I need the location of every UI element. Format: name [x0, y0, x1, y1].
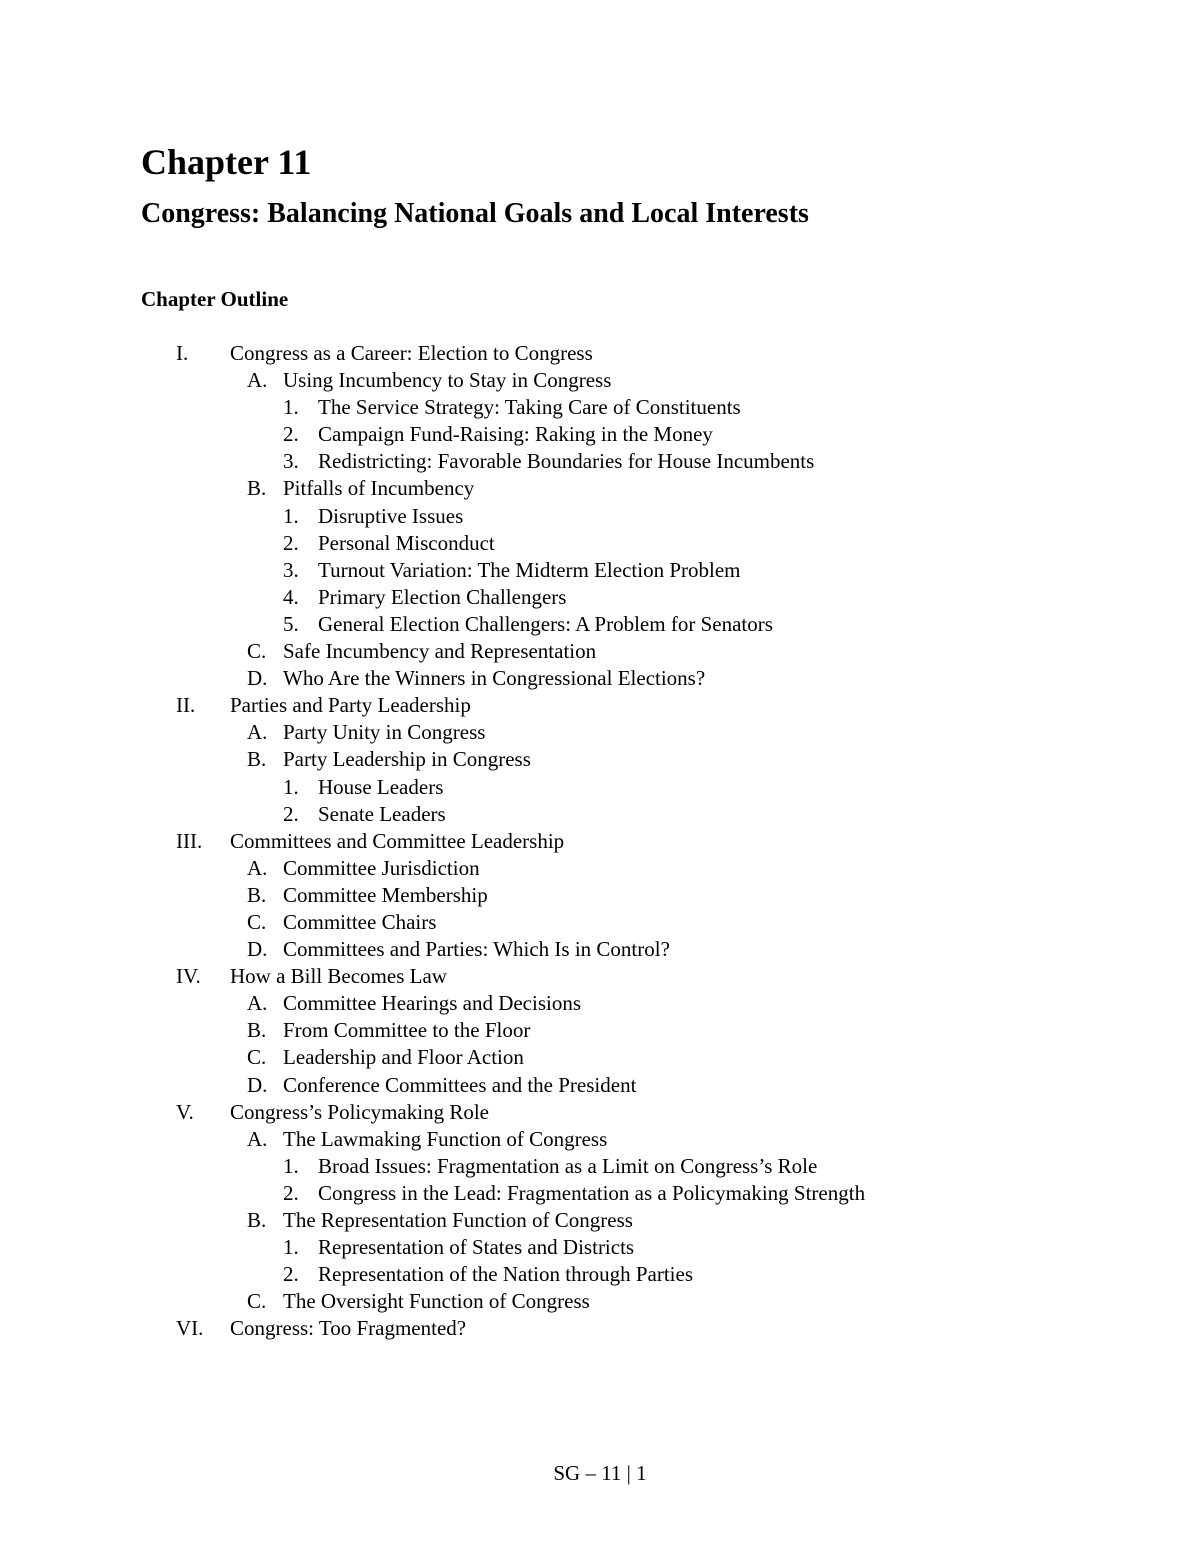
outline-marker: III.: [176, 828, 203, 853]
outline-text: The Representation Function of Congress: [283, 1208, 633, 1232]
outline-marker: 1.: [283, 1235, 299, 1260]
outline-item-level-3: [0, 503, 1200, 530]
outline-marker: C.: [247, 1045, 267, 1070]
outline-text: Turnout Variation: The Midterm Election Problem: [318, 557, 741, 582]
outline-marker: A.: [247, 368, 268, 393]
outline-text: Pitfalls of Incumbency: [283, 476, 475, 501]
outline-item-level-2: [0, 1044, 1200, 1071]
outline-item-level-3: [0, 1180, 1200, 1207]
outline-item-level-2: [0, 746, 1200, 773]
outline-text: Conference Committees and the President: [283, 1072, 637, 1097]
chapter-subtitle: Congress: Balancing National Goals and Local Interests: [141, 198, 809, 229]
outline-item-level-1: [0, 1099, 1200, 1126]
outline-item-level-1: [0, 828, 1200, 855]
outline-marker: 2.: [283, 1262, 299, 1287]
outline-item-level-3: [0, 611, 1200, 638]
outline-item-level-3: [0, 557, 1200, 584]
outline-marker: 1.: [283, 1153, 299, 1178]
outline-text: Primary Election Challengers: [318, 584, 567, 609]
outline-text: How a Bill Becomes Law: [230, 964, 447, 989]
outline-item-level-3: [0, 1261, 1200, 1288]
outline-marker: 1.: [283, 503, 299, 528]
outline-text: Committee Hearings and Decisions: [283, 991, 582, 1016]
outline-item-level-3: [0, 774, 1200, 801]
outline-text: Committee Membership: [283, 882, 488, 907]
outline-item-level-2: [0, 1126, 1200, 1153]
outline-marker: A.: [247, 991, 268, 1016]
outline-marker: D.: [247, 666, 268, 691]
outline-marker: C.: [247, 1289, 267, 1314]
outline-item-level-2: [0, 1072, 1200, 1099]
outline-marker: D.: [247, 1072, 268, 1097]
outline-marker: A.: [247, 1126, 268, 1151]
outline-marker: B.: [247, 1208, 267, 1232]
outline-text: Congress’s Policymaking Role: [230, 1099, 489, 1124]
outline-text: The Service Strategy: Taking Care of Constituents: [318, 395, 741, 420]
outline-item-level-2: [0, 882, 1200, 909]
outline-item-level-2: [0, 638, 1200, 665]
outline-item-level-1: [0, 1315, 1200, 1342]
outline-text: Committee Chairs: [283, 909, 437, 934]
outline-item-level-2: [0, 719, 1200, 746]
outline-marker: C.: [247, 909, 267, 934]
outline-item-level-2: [0, 665, 1200, 692]
outline-item-level-3: [0, 801, 1200, 828]
outline-item-level-2: [0, 367, 1200, 394]
outline-marker: D.: [247, 937, 268, 962]
outline-item-level-2: [0, 475, 1200, 502]
outline-text: Committees and Parties: Which Is in Control?: [283, 937, 670, 962]
outline-item-level-3: [0, 1234, 1200, 1261]
outline-item-level-2: [0, 1288, 1200, 1315]
outline-text: Parties and Party Leadership: [230, 693, 471, 718]
outline-item-level-3: [0, 1153, 1200, 1180]
outline-item-level-2: [0, 990, 1200, 1017]
outline-text: Redistricting: Favorable Boundaries for House Incumbents: [318, 449, 815, 474]
outline-text: Committee Jurisdiction: [283, 855, 480, 880]
outline-marker: 3.: [283, 449, 299, 474]
outline-item-level-2: [0, 855, 1200, 882]
outline-text: Representation of States and Districts: [318, 1235, 635, 1260]
outline-text: Congress: Too Fragmented?: [230, 1316, 467, 1341]
outline-item-level-2: [0, 936, 1200, 963]
outline-marker: A.: [247, 720, 268, 745]
outline-marker: B.: [247, 1018, 267, 1043]
outline-text: House Leaders: [318, 774, 444, 799]
outline-marker: I.: [176, 341, 189, 365]
outline-marker: 5.: [283, 611, 299, 636]
outline-marker: 3.: [283, 557, 299, 582]
outline-text: Personal Misconduct: [318, 530, 495, 555]
outline-text: Representation of the Nation through Parties: [318, 1262, 693, 1287]
outline-marker: 1.: [283, 774, 299, 799]
outline-text: Using Incumbency to Stay in Congress: [283, 368, 612, 393]
outline-marker: 2.: [283, 530, 299, 555]
outline-item-level-1: [0, 692, 1200, 719]
outline-marker: B.: [247, 476, 267, 501]
outline-text: From Committee to the Floor: [283, 1018, 531, 1043]
outline-item-level-3: [0, 530, 1200, 557]
outline-item-level-2: [0, 909, 1200, 936]
outline-text: Safe Incumbency and Representation: [283, 639, 597, 664]
outline-item-level-1: [0, 963, 1200, 990]
outline-marker: 4.: [283, 584, 299, 609]
outline-marker: A.: [247, 855, 268, 880]
outline-marker: 2.: [283, 801, 299, 826]
outline-item-level-3: [0, 421, 1200, 448]
outline-marker: V.: [176, 1099, 194, 1124]
outline-item-level-3: [0, 448, 1200, 475]
outline-text: Broad Issues: Fragmentation as a Limit on Congress’s Role: [318, 1153, 818, 1178]
outline-heading: Chapter Outline: [141, 287, 289, 311]
outline-marker: 1.: [283, 395, 299, 420]
chapter-outline: [0, 340, 1200, 1342]
chapter-title: Chapter 11: [141, 142, 312, 182]
page-footer: SG – 11 | 1: [553, 1461, 647, 1485]
outline-text: Who Are the Winners in Congressional Elections?: [283, 666, 706, 691]
outline-text: General Election Challengers: A Problem for Senators: [318, 611, 773, 636]
outline-item-level-2: [0, 1207, 1200, 1234]
outline-text: Party Unity in Congress: [283, 720, 486, 745]
outline-text: Party Leadership in Congress: [283, 747, 531, 772]
outline-text: Leadership and Floor Action: [283, 1045, 524, 1070]
outline-text: The Oversight Function of Congress: [283, 1289, 590, 1314]
outline-marker: IV.: [176, 964, 201, 989]
outline-item-level-3: [0, 394, 1200, 421]
outline-marker: 2.: [283, 1180, 299, 1205]
outline-marker: VI.: [176, 1316, 204, 1341]
outline-text: The Lawmaking Function of Congress: [283, 1126, 608, 1151]
outline-item-level-2: [0, 1017, 1200, 1044]
outline-marker: B.: [247, 747, 267, 772]
outline-text: Senate Leaders: [318, 801, 446, 826]
outline-marker: C.: [247, 639, 267, 664]
outline-item-level-3: [0, 584, 1200, 611]
outline-text: Congress in the Lead: Fragmentation as a Policymaking Strength: [318, 1180, 866, 1205]
outline-marker: II.: [176, 693, 196, 718]
outline-text: Congress as a Career: Election to Congress: [230, 341, 593, 365]
outline-text: Campaign Fund-Raising: Raking in the Money: [318, 422, 713, 447]
outline-item-level-1: [0, 340, 1200, 367]
outline-text: Disruptive Issues: [318, 503, 464, 528]
outline-text: Committees and Committee Leadership: [230, 828, 565, 853]
outline-marker: B.: [247, 882, 267, 907]
outline-marker: 2.: [283, 422, 299, 447]
